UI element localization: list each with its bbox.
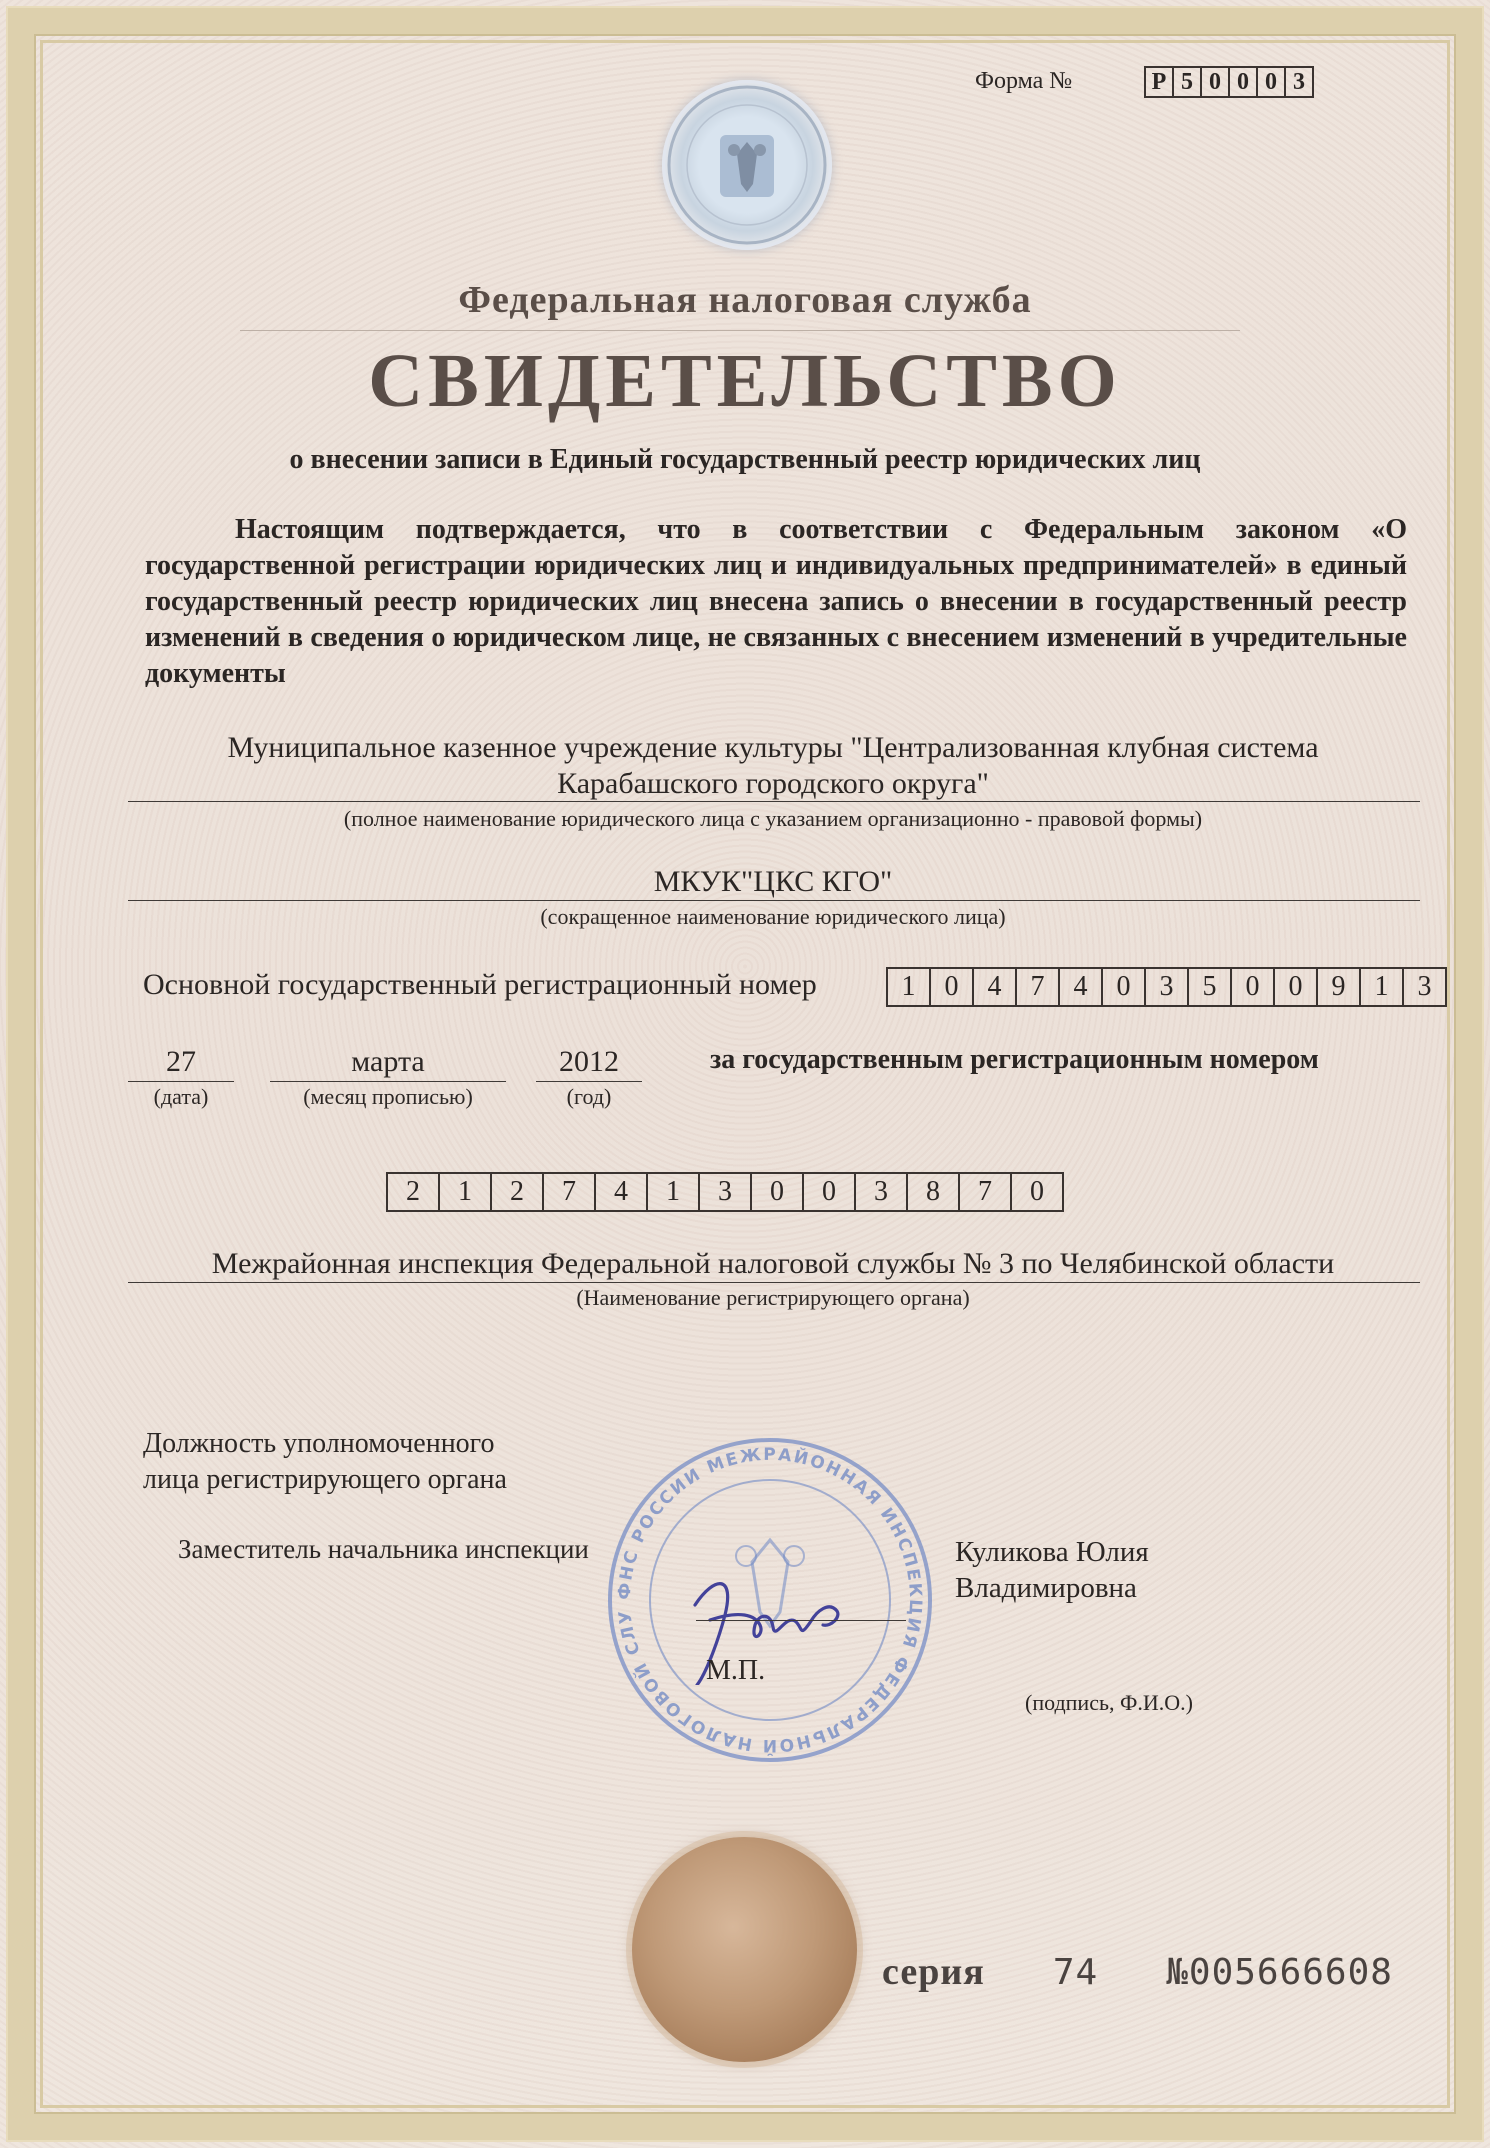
document-number: №005666608 <box>1166 1952 1393 1993</box>
signatory-name-line: Владимировна <box>955 1572 1137 1604</box>
form-code-cell: Р <box>1144 66 1174 98</box>
issuer-heading: Федеральная налоговая служба <box>458 279 1032 321</box>
field-underline <box>128 1081 234 1082</box>
ogrn-digit: 4 <box>1060 967 1103 1007</box>
ogrn-digit: 3 <box>1146 967 1189 1007</box>
ogrn-digit: 9 <box>1318 967 1361 1007</box>
signatory-position: Заместитель начальника инспекции <box>178 1534 589 1564</box>
form-code-cell: 3 <box>1286 66 1314 98</box>
grn-digit: 2 <box>492 1172 544 1212</box>
grn-digit: 2 <box>386 1172 440 1212</box>
registering-authority-name: Межрайонная инспекция Федеральной налоговой службы № 3 по Челябинской области <box>211 1247 1335 1280</box>
intro-paragraph: Настоящим подтверждается, что в соответствии с Федеральным законом «О государственной регистрации юридических лиц и индивидуальных предпринимателей» в единый государственный реестр юридических лиц внесена запись о внесении в государственный реестр изменений в сведения о юридическом лице, не связанных с внесением изменений в учредительные документы <box>145 514 1407 689</box>
organization-short-name: МКУК"ЦКС КГО" <box>653 865 893 898</box>
handwritten-signature-icon <box>655 1545 885 1685</box>
embossed-seal-icon <box>632 1837 857 2062</box>
date-year-caption: (год) <box>566 1084 612 1109</box>
grn-digit: 1 <box>648 1172 700 1212</box>
hologram-emblem-icon <box>662 80 832 250</box>
grn-digit: 0 <box>1012 1172 1064 1212</box>
field-underline <box>270 1081 506 1082</box>
grn-number <box>386 1172 1064 1212</box>
grn-digit: 0 <box>804 1172 856 1212</box>
organization-full-name <box>128 730 1418 802</box>
ogrn-number <box>886 967 1447 1007</box>
series-label: серия <box>882 1951 985 1993</box>
field-underline <box>128 801 1420 802</box>
grn-digit: 1 <box>440 1172 492 1212</box>
date-month: марта <box>351 1045 425 1078</box>
heading-divider <box>240 330 1240 331</box>
form-code-cell: 0 <box>1202 66 1230 98</box>
ogrn-digit: 0 <box>1103 967 1146 1007</box>
field-underline <box>536 1081 642 1082</box>
organization-full-name-line: Карабашского городского округа" <box>557 767 989 800</box>
ogrn-digit: 4 <box>974 967 1017 1007</box>
organization-full-name-line: Муниципальное казенное учреждение культуры "Централизованная клубная система <box>227 731 1319 764</box>
form-label: Форма № <box>975 68 1073 94</box>
ogrn-digit: 3 <box>1404 967 1447 1007</box>
date-day: 27 <box>166 1045 196 1078</box>
grn-digit: 3 <box>856 1172 908 1212</box>
ogrn-label: Основной государственный регистрационный номер <box>143 968 817 1001</box>
signature-caption: (подпись, Ф.И.О.) <box>1025 1690 1193 1715</box>
organization-short-name-caption: (сокращенное наименование юридического лица) <box>540 904 1006 929</box>
date-day-caption: (дата) <box>153 1084 209 1109</box>
grn-digit: 8 <box>908 1172 960 1212</box>
position-label <box>143 1426 507 1498</box>
grn-digit: 7 <box>960 1172 1012 1212</box>
document-subtitle: о внесении записи в Единый государственный реестр юридических лиц <box>289 444 1201 475</box>
grn-digit: 3 <box>700 1172 752 1212</box>
ogrn-digit: 7 <box>1017 967 1060 1007</box>
field-underline <box>128 1282 1420 1283</box>
field-underline <box>128 900 1420 901</box>
ogrn-digit: 0 <box>1275 967 1318 1007</box>
signature-line <box>696 1620 906 1621</box>
date-year: 2012 <box>559 1045 619 1078</box>
ogrn-digit: 0 <box>1232 967 1275 1007</box>
ogrn-digit: 1 <box>886 967 931 1007</box>
position-label-line: Должность уполномоченного <box>143 1428 495 1459</box>
grn-digit: 7 <box>544 1172 596 1212</box>
ogrn-digit: 0 <box>931 967 974 1007</box>
date-month-caption: (месяц прописью) <box>303 1084 473 1109</box>
form-code-cell: 5 <box>1174 66 1202 98</box>
form-code-cell: 0 <box>1258 66 1286 98</box>
signatory-name-line: Куликова Юлия <box>955 1536 1149 1568</box>
document-title: СВИДЕТЕЛЬСТВО <box>368 339 1122 423</box>
stamp-text: ФНС РОССИИ МЕЖРАЙОННАЯ ИНСПЕКЦИЯ ФЕДЕРАЛЬНОЙ НАЛОГОВОЙ СЛУ <box>614 1444 926 1756</box>
grn-digit: 0 <box>752 1172 804 1212</box>
organization-full-name-caption: (полное наименование юридического лица с указанием организационно - правовой формы) <box>343 806 1203 831</box>
ogrn-digit: 1 <box>1361 967 1404 1007</box>
stamp-place-mark: М.П. <box>706 1655 766 1686</box>
registering-authority-caption: (Наименование регистрирующего органа) <box>576 1285 970 1310</box>
grn-label: за государственным регистрационным номером <box>710 1044 1319 1075</box>
grn-digit: 4 <box>596 1172 648 1212</box>
form-code-cell: 0 <box>1230 66 1258 98</box>
ogrn-digit: 5 <box>1189 967 1232 1007</box>
signatory-name <box>955 1534 1149 1606</box>
form-code <box>1144 66 1314 98</box>
series-value: 74 <box>1052 1952 1099 1993</box>
series-number <box>882 1950 1393 1994</box>
position-label-line: лица регистрирующего органа <box>143 1464 507 1495</box>
